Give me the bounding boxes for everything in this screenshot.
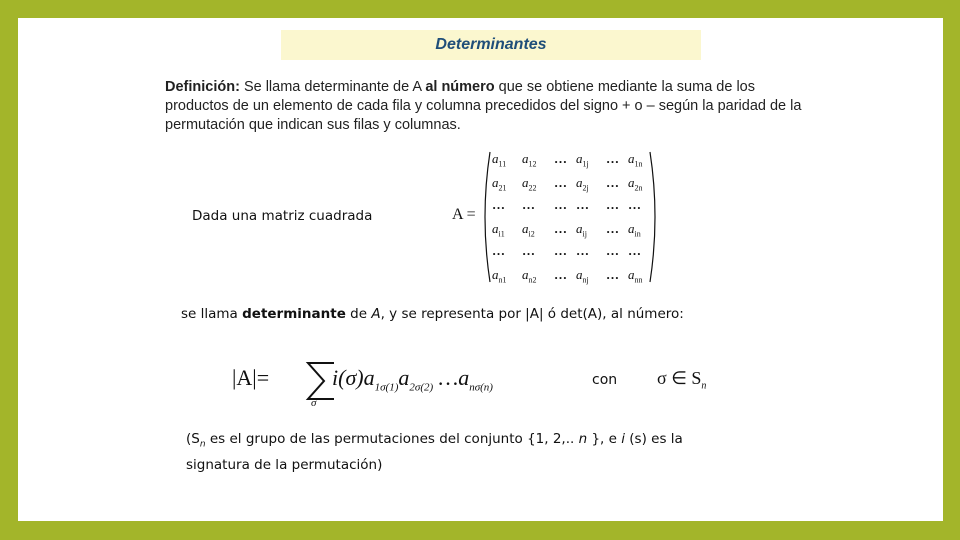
- matrix-cell: …: [522, 197, 536, 212]
- matrix-cell: …: [606, 243, 620, 258]
- line2-text-1: se llama: [181, 306, 243, 322]
- slide: [18, 18, 943, 521]
- formula-dots: …a: [433, 365, 470, 390]
- line2-italic: A: [371, 306, 381, 322]
- formula-term: i(σ)a: [332, 365, 375, 390]
- definition-bold: al número: [425, 79, 495, 95]
- matrix: [480, 148, 660, 286]
- matrix-cell: $a_{nj}$: [576, 267, 589, 285]
- matrix-cell: …: [606, 175, 620, 190]
- matrix-cell: $a_{n2}$: [522, 267, 537, 285]
- formula-sub-3: nσ(n): [469, 381, 493, 394]
- note-text-2: es el grupo de las permutaciones del conjunto {1, 2,..: [205, 431, 579, 447]
- given-text: Dada una matriz cuadrada: [192, 208, 373, 224]
- con-text: con: [592, 372, 618, 388]
- title-box: [281, 30, 701, 60]
- matrix-cell: $a_{nn}$: [628, 267, 643, 285]
- matrix-cell: …: [606, 267, 620, 282]
- matrix-cell: $a_{in}$: [628, 221, 641, 239]
- slide-title: Determinantes: [435, 36, 547, 53]
- matrix-cell: …: [606, 221, 620, 236]
- matrix-cell: $a_{11}$: [492, 151, 507, 169]
- sum-index: σ: [311, 397, 317, 409]
- formula-body: [332, 365, 493, 393]
- matrix-label: A =: [452, 206, 476, 223]
- matrix-cell: …: [554, 243, 568, 258]
- matrix-cell: …: [606, 151, 620, 166]
- matrix-cell: …: [554, 221, 568, 236]
- definition-label: Definición:: [165, 79, 240, 95]
- note-paragraph: [186, 429, 746, 475]
- matrix-cell: …: [554, 151, 568, 166]
- note-italic-n: n: [578, 431, 588, 447]
- matrix-cell: …: [576, 243, 590, 258]
- membership-expression: [657, 368, 706, 392]
- matrix-cell: …: [554, 197, 568, 212]
- note-text-1: (S: [186, 431, 200, 447]
- matrix-cell: $a_{i2}$: [522, 221, 535, 239]
- note-italic-i: i: [621, 431, 625, 447]
- definition-text-1: Se llama determinante de A: [239, 79, 426, 95]
- line2-text-2: de: [345, 306, 372, 322]
- line2-text-3: , y se representa por |A| ó det(A), al número:: [380, 306, 684, 322]
- matrix-cell: $a_{n1}$: [492, 267, 507, 285]
- matrix-cell: $a_{1n}$: [628, 151, 643, 169]
- matrix-cell: $a_{12}$: [522, 151, 537, 169]
- matrix-cell: $a_{1j}$: [576, 151, 589, 169]
- matrix-parentheses: [480, 148, 660, 286]
- matrix-cell: …: [492, 197, 506, 212]
- definition-paragraph: [165, 78, 815, 135]
- note-text-4: (s) es la signatura de la permutación): [186, 431, 683, 473]
- formula-lhs: |A|=: [232, 365, 270, 390]
- matrix-cell: …: [628, 243, 642, 258]
- formula-sub-2: 2σ(2): [409, 381, 434, 394]
- formula-a2: a: [398, 365, 410, 390]
- membership-sub: n: [701, 380, 707, 392]
- determinant-formula: [232, 353, 572, 413]
- matrix-cell: …: [628, 197, 642, 212]
- membership-text: σ ∈ S: [657, 368, 702, 388]
- matrix-cell: $a_{2n}$: [628, 175, 643, 193]
- line2-bold: determinante: [242, 306, 346, 322]
- matrix-cell: …: [522, 243, 536, 258]
- matrix-cell: …: [554, 175, 568, 190]
- matrix-cell: $a_{ij}$: [576, 221, 587, 239]
- matrix-cell: $a_{2j}$: [576, 175, 589, 193]
- matrix-cell: $a_{i1}$: [492, 221, 505, 239]
- definition-text-2: que se obtiene mediante la suma de los productos de un elemento de cada fila y columna precedidos del signo + o – según la paridad de la permutación que indican sus filas y columnas.: [165, 79, 802, 133]
- matrix-cell: $a_{22}$: [522, 175, 537, 193]
- matrix-cell: …: [492, 243, 506, 258]
- matrix-cell: $a_{21}$: [492, 175, 507, 193]
- matrix-cell: …: [576, 197, 590, 212]
- note-sub: n: [199, 439, 206, 450]
- matrix-cell: …: [606, 197, 620, 212]
- formula-sub-1: 1σ(1): [374, 381, 399, 394]
- note-text-3: }, e: [587, 431, 622, 447]
- matrix-cell: …: [554, 267, 568, 282]
- definition-line-2: [181, 306, 684, 322]
